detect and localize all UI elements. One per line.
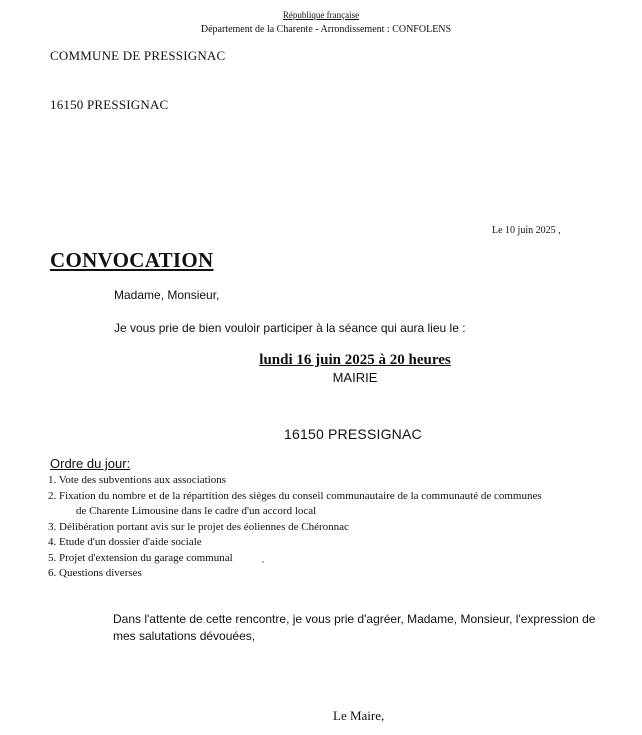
commune-name: COMMUNE DE PRESSIGNAC — [50, 48, 226, 63]
closing-paragraph: Dans l'attente de cette rencontre, je vous prie d'agréer, Madame, Monsieur, l'expression de mes salutations dévouées, — [113, 612, 596, 643]
meeting-date: lundi 16 juin 2025 à 20 heures — [259, 352, 451, 368]
agenda-item: 5. Projet d'extension du garage communal — [48, 551, 233, 564]
signature: Le Maire, — [333, 708, 385, 723]
letter-date: Le 10 juin 2025 , — [492, 225, 561, 236]
header-republique: République française — [282, 10, 360, 20]
agenda-list — [48, 473, 542, 582]
commune-postal: 16150 PRESSIGNAC — [50, 97, 169, 112]
invitation-text: Je vous prie de bien vouloir participer à la séance qui aura lieu le : — [114, 321, 466, 335]
scan-speck — [262, 561, 264, 563]
meeting-postal: 16150 PRESSIGNAC — [284, 426, 422, 442]
agenda-title: Ordre du jour: — [50, 456, 131, 471]
agenda-item-continuation — [48, 504, 542, 520]
agenda-item: 4. Etude d'un dossier d'aide sociale — [48, 536, 202, 548]
meeting-place: MAIRIE — [332, 370, 378, 385]
agenda-item-continuation-text: de Charente Limousine dans le cadre d'un accord local — [76, 505, 317, 517]
document-title: CONVOCATION — [50, 248, 214, 272]
agenda-item: 6. Questions diverses — [48, 567, 142, 579]
header-departement: Département de la Charente - Arrondissement : CONFOLENS — [200, 24, 452, 35]
agenda-item: 1. Vote des subventions aux associations — [48, 474, 227, 486]
agenda-item: 2. Fixation du nombre et de la répartition des sièges du conseil communautaire de la communauté de communes — [48, 489, 542, 502]
agenda-item: 3. Délibération portant avis sur le projet des éoliennes de Chéronnac — [48, 520, 349, 533]
salutation: Madame, Monsieur, — [114, 288, 220, 302]
